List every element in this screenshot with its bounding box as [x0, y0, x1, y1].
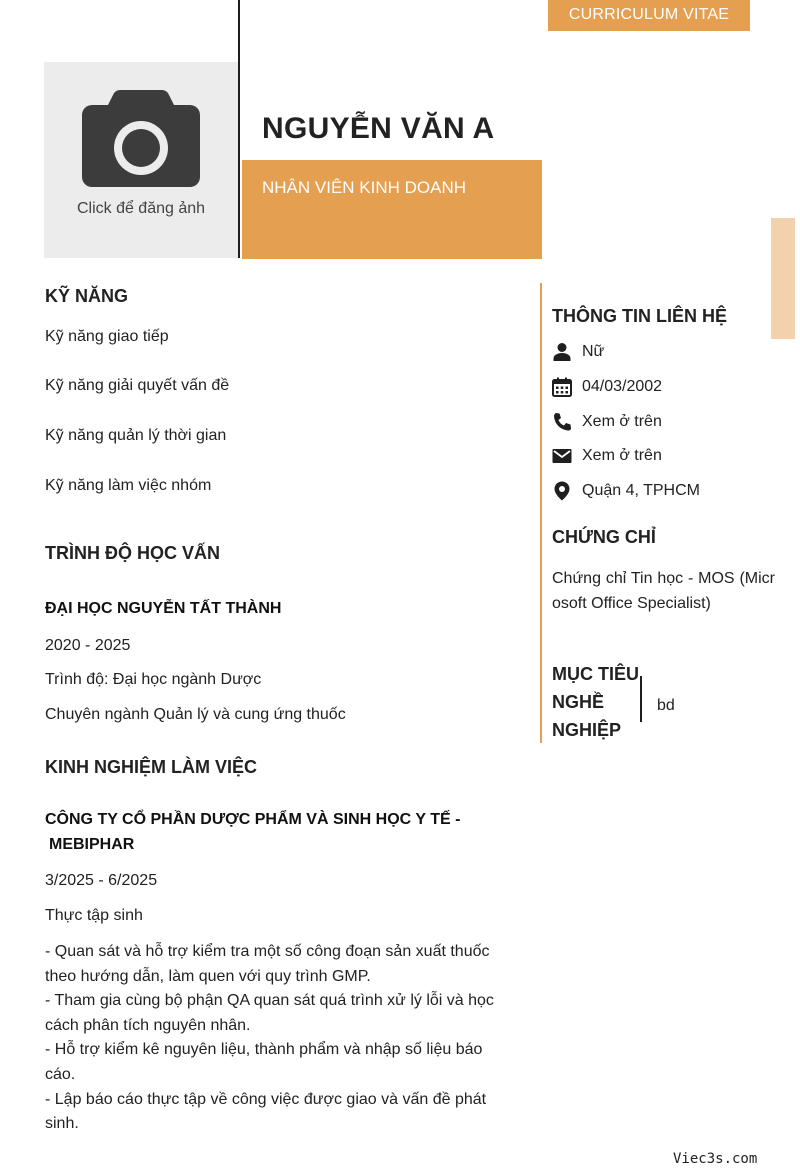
duty-item: - Quan sát và hỗ trợ kiểm tra một số công đoạn sản xuất thuốc theo hướng dẫn, làm quen với quy trình GMP.: [45, 943, 490, 985]
candidate-name: NGUYỄN VĂN A: [262, 112, 495, 145]
job-title-box: [242, 160, 542, 259]
education-degree: Trình độ: Đại học ngành Dược: [45, 671, 262, 688]
gender-value: Nữ: [582, 343, 605, 360]
contact-birthday: [552, 375, 662, 399]
career-goal-heading: [552, 660, 640, 744]
calendar-icon: [552, 377, 572, 397]
camera-icon: [82, 90, 200, 194]
contact-email: [552, 444, 662, 468]
goal-divider: [640, 676, 642, 722]
certificates-heading: CHỨNG CHỈ: [552, 527, 656, 547]
school-name: ĐẠI HỌC NGUYỄN TẤT THÀNH: [45, 600, 282, 617]
person-icon: [552, 342, 572, 362]
certificate-text: Chứng chỉ Tin học - MOS (Microsoft Office Specialist): [552, 570, 775, 612]
birthday-value: 04/03/2002: [582, 378, 663, 395]
contact-address: [552, 479, 700, 503]
contact-gender: [552, 340, 604, 364]
experience-duties: [45, 940, 500, 1137]
contact-phone: [552, 410, 662, 434]
photo-caption: Click để đăng ảnh: [76, 200, 206, 217]
duty-item: - Tham gia cùng bộ phận QA quan sát quá trình xử lý lỗi và học cách phân tích nguyên nhân.: [45, 992, 494, 1034]
photo-upload[interactable]: [44, 62, 238, 258]
phone-value: Xem ở trên: [582, 413, 662, 430]
phone-icon: [552, 412, 572, 432]
right-column-divider: [540, 283, 542, 743]
contact-heading: THÔNG TIN LIÊN HỆ: [552, 306, 727, 326]
mail-icon: [552, 446, 572, 466]
job-title: NHÂN VIÊN KINH DOANH: [262, 178, 467, 197]
address-value: Quận 4, TPHCM: [582, 482, 700, 499]
skill-item: Kỹ năng làm việc nhóm: [45, 477, 212, 494]
footer-brand: Viec3s.com: [673, 1151, 758, 1167]
skill-item: Kỹ năng giao tiếp: [45, 328, 169, 345]
goal-heading-line: NGHIỆP: [552, 720, 622, 740]
side-accent-tab: [771, 218, 795, 339]
cv-banner-label: CURRICULUM VITAE: [568, 6, 730, 23]
skill-item: Kỹ năng giải quyết vấn đề: [45, 377, 230, 394]
goal-heading-line: MỤC TIÊU: [552, 664, 639, 684]
education-heading: TRÌNH ĐỘ HỌC VẤN: [45, 543, 220, 563]
education-major: Chuyên ngành Quản lý và cung ứng thuốc: [45, 706, 346, 723]
header-divider: [238, 0, 240, 258]
experience-position: Thực tập sinh: [45, 907, 143, 924]
duty-item: - Hỗ trợ kiểm kê nguyên liệu, thành phẩm và nhập số liệu báo cáo.: [45, 1041, 483, 1083]
company-name-line1: CÔNG TY CỔ PHẦN DƯỢC PHẨM VÀ SINH HỌC Y TẾ -: [45, 811, 461, 828]
experience-heading: KINH NGHIỆM LÀM VIỆC: [45, 757, 258, 777]
skill-item: Kỹ năng quản lý thời gian: [45, 427, 227, 444]
company-name-line2: MEBIPHAR: [49, 836, 135, 853]
location-pin-icon: [552, 481, 572, 501]
cv-banner: [548, 0, 750, 31]
education-period: 2020 - 2025: [45, 637, 131, 654]
experience-period: 3/2025 - 6/2025: [45, 872, 158, 889]
duty-item: - Lập báo cáo thực tập về công việc được giao và vấn đề phát sinh.: [45, 1090, 487, 1133]
career-goal-value: bd: [657, 697, 675, 714]
skills-heading: KỸ NĂNG: [45, 286, 129, 306]
goal-heading-line: NGHỀ: [552, 692, 605, 712]
email-value: Xem ở trên: [582, 447, 662, 464]
